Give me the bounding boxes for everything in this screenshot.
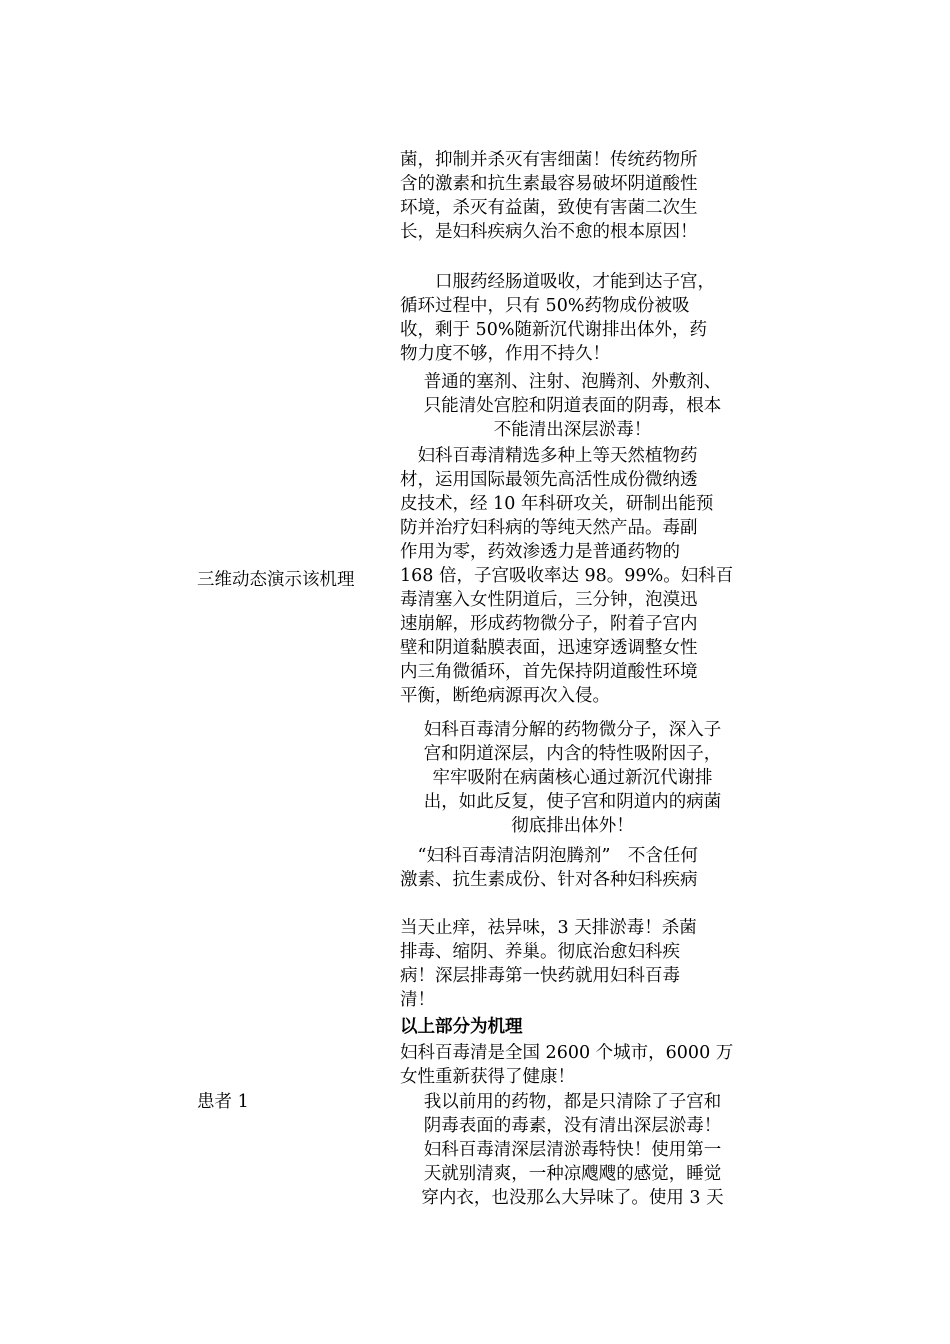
- text-line: 激素、抗生素成份、针对各种妇科疾病: [400, 870, 698, 890]
- text-line: 168 倍，子宫吸收率达 98。99%。妇科百: [400, 566, 734, 586]
- text-line: 当天止痒，祛异味，3 天排淤毒！杀菌: [400, 918, 697, 938]
- text-line: 排毒、缩阴、养巢。彻底治愈妇科疾: [400, 942, 680, 962]
- mechanism-3d-label: 三维动态演示该机理: [197, 570, 355, 590]
- text-line: 菌，抑制并杀灭有害细菌！传统药物所: [400, 150, 698, 170]
- text-line: 天就别清爽，一种凉飕飕的感觉，睡觉: [423, 1164, 722, 1184]
- text-line: 物力度不够，作用不持久！: [400, 344, 610, 364]
- text-line: 我以前用的药物，都是只清除了子宫和: [423, 1092, 722, 1112]
- text-line: 皮技术，经 10 年科研攻关，研制出能预: [400, 494, 714, 514]
- text-line: 宫和阴道深层，内含的特性吸附因子，: [423, 744, 722, 764]
- text-line: 长，是妇科疾病久治不愈的根本原因！: [400, 222, 698, 242]
- text-line: 收，剩于 50%随新沉代谢排出体外，药: [400, 320, 707, 340]
- paragraph-ordinary-suppository: [400, 370, 745, 442]
- text-line: 循环过程中，只有 50%药物成份被吸: [400, 296, 690, 316]
- text-line: 壁和阴道黏膜表面，迅速穿透调整女性: [400, 638, 698, 658]
- text-line: 女性重新获得了健康！: [400, 1067, 575, 1087]
- text-line: 含的激素和抗生素最容易破坏阴道酸性: [400, 174, 698, 194]
- heading-text: 以上部分为机理: [400, 1017, 523, 1037]
- paragraph-effects: [400, 916, 745, 1012]
- text-line: 毒清塞入女性阴道后，三分钟，泡漠迅: [400, 590, 698, 610]
- text-line: 防并治疗妇科病的等纯天然产品。毒副: [400, 518, 698, 538]
- text-line: 穿内衣，也没那么大异味了。使用 3 天: [421, 1188, 724, 1208]
- paragraph-product-intro: [400, 444, 745, 708]
- text-line: 材，运用国际最领先高活性成份微纳透: [400, 470, 698, 490]
- paragraph-patient-testimony: [400, 1090, 745, 1210]
- text-line: 口服药经肠道吸收，才能到达子宫，: [400, 272, 715, 292]
- text-line: 只能清处宫腔和阴道表面的阴毒，根本: [423, 396, 722, 416]
- text-line: 妇科百毒清是全国 2600 个城市，6000 万: [400, 1043, 734, 1063]
- text-line: 彻底排出体外！: [511, 816, 634, 836]
- text-line: 平衡，断绝病源再次入侵。: [400, 686, 610, 706]
- text-line: 出，如此反复，使子宫和阴道内的病菌: [423, 792, 722, 812]
- text-line: 作用为零，药效渗透力是普通药物的: [400, 542, 680, 562]
- text-line: 普通的塞剂、注射、泡腾剂、外敷剂、: [423, 372, 722, 392]
- mechanism-heading: [400, 1015, 745, 1039]
- paragraph-nationwide: [400, 1041, 745, 1089]
- text-line: 病！深层排毒第一快药就用妇科百毒: [400, 966, 680, 986]
- text-line: 妇科百毒清精选多种上等天然植物药: [400, 446, 698, 466]
- text-line: 牢牢吸附在病菌核心通过新沉代谢排: [432, 768, 713, 788]
- text-line: 妇科百毒清分解的药物微分子，深入子: [423, 720, 722, 740]
- paragraph-no-hormones: [400, 844, 745, 892]
- paragraph-micro-molecules: [400, 718, 745, 838]
- text-line: 妇科百毒清深层清淤毒特快！使用第一: [423, 1140, 722, 1160]
- text-line: 环境，杀灭有益菌，致使有害菌二次生: [400, 198, 698, 218]
- paragraph-oral-medicine: [400, 270, 745, 366]
- text-line: 不能清出深层淤毒！: [493, 420, 652, 440]
- text-line: 阴毒表面的毒素，没有清出深层淤毒！: [423, 1116, 722, 1136]
- text-line: 清！: [400, 990, 435, 1010]
- paragraph-bacteria: [400, 148, 745, 244]
- text-line: 速崩解，形成药物微分子，附着子宫内: [400, 614, 698, 634]
- text-line: “妇科百毒清洁阴泡腾剂” 不含任何: [400, 846, 698, 866]
- patient-1-label: 患者 1: [197, 1092, 249, 1112]
- text-line: 内三角微循环，首先保持阴道酸性环境: [400, 662, 698, 682]
